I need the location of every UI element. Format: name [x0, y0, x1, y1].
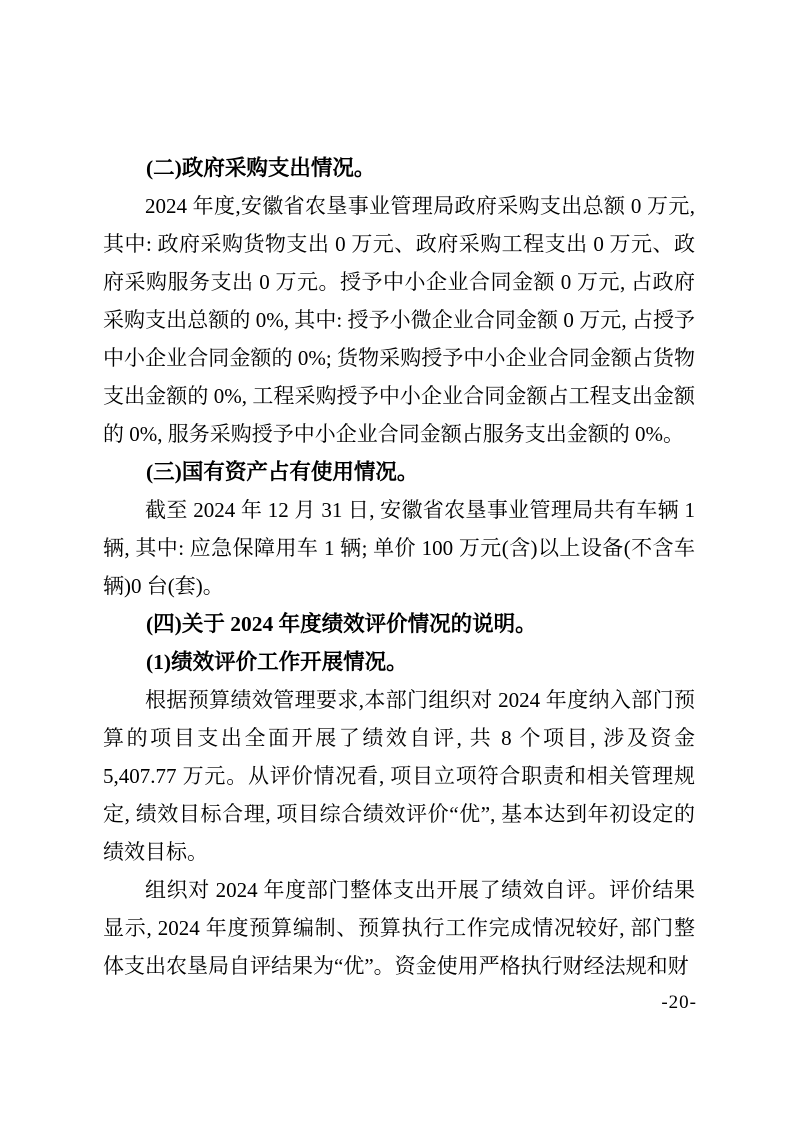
para-overall-self-eval: 组织对 2024 年度部门整体支出开展了绩效自评。评价结果显示, 2024 年度预算编制、预算执行工作完成情况较好, 部门整体支出农垦局自评结果为“优”。资金使用严格执行财经法规和财	[103, 878, 695, 978]
para-state-assets: 截至 2024 年 12 月 31 日, 安徽省农垦事业管理局共有车辆 1 辆, 其中: 应急保障用车 1 辆; 单价 100 万元(含)以上设备(不含车辆)0 台(套)。	[103, 498, 695, 598]
para-gov-procurement: 2024 年度,安徽省农垦事业管理局政府采购支出总额 0 万元,其中: 政府采购货物支出 0 万元、政府采购工程支出 0 万元、政府采购服务支出 0 万元。授予中小企业合同金额 0 万元, 占政府采购支出总额的 0%, 其中: 授予小微企业合同金额 0 万元, 占授予中小企业合同金额的 0%; 货物采购授予中小企业合同金额占货物支出金额的 0%, 工程采购授予中小企业合同金额占工程支出金额的 0%, 服务采购授予中小企业合同金额占服务支出金额的 0%。	[103, 194, 695, 446]
heading-state-assets: (三)国有资产占有使用情况。	[146, 460, 419, 484]
page-number: -20-	[661, 992, 697, 1013]
heading-gov-procurement: (二)政府采购支出情况。	[146, 156, 376, 180]
para-project-self-eval: 根据预算绩效管理要求,本部门组织对 2024 年度纳入部门预算的项目支出全面开展了绩效自评, 共 8 个项目, 涉及资金 5,407.77 万元。从评价情况看, 项目立项符合职责和相关管理规定, 绩效目标合理, 项目综合绩效评价“优”, 基本达到年初设定的绩效目标。	[103, 688, 695, 864]
document-body	[103, 149, 695, 985]
heading-eval-work-progress: (1)绩效评价工作开展情况。	[146, 650, 408, 674]
heading-performance-eval-note: (四)关于 2024 年度绩效评价情况的说明。	[146, 612, 537, 636]
